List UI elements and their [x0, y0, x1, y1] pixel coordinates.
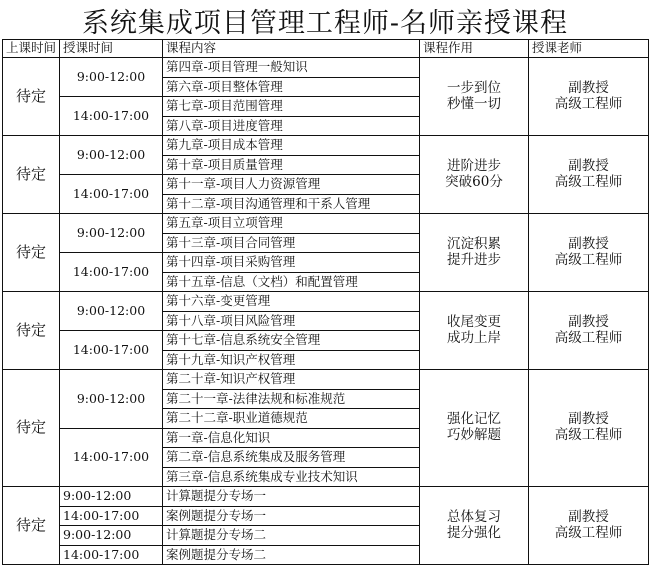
teaching-time-cell: 14:00-17:00 [60, 331, 163, 370]
course-content-cell: 第一章-信息化知识 [163, 428, 420, 448]
course-content-cell: 第十三章-项目合同管理 [163, 233, 420, 253]
course-purpose-cell [420, 214, 529, 292]
course-content-cell: 第十一章-项目人力资源管理 [163, 175, 420, 195]
course-content-cell: 第九章-项目成本管理 [163, 136, 420, 156]
teacher-cell [529, 214, 649, 292]
course-purpose-line: 提升进步 [447, 251, 501, 268]
teacher-title-line: 高级工程师 [554, 173, 623, 190]
class-date-cell: 待定 [3, 487, 60, 565]
teaching-time-cell: 14:00-17:00 [60, 175, 163, 214]
course-content-cell: 案例题提分专场二 [163, 545, 420, 565]
course-purpose-line: 收尾变更 [447, 313, 501, 330]
teaching-time-cell: 9:00-12:00 [60, 58, 163, 97]
course-content-cell: 计算题提分专场一 [163, 487, 420, 507]
course-purpose-cell [420, 487, 529, 565]
course-purpose-line: 成功上岸 [447, 329, 501, 346]
schedule-body [3, 58, 649, 565]
course-content-cell: 第六章-项目整体管理 [163, 77, 420, 97]
teacher-title-line: 副教授 [568, 508, 609, 525]
teaching-time-cell: 9:00-12:00 [60, 136, 163, 175]
course-purpose-line: 提分强化 [447, 524, 501, 541]
teacher-title-line: 副教授 [568, 235, 609, 252]
teaching-time-cell: 14:00-17:00 [60, 97, 163, 136]
course-purpose-line: 秒懂一切 [447, 95, 501, 112]
schedule-table [2, 39, 649, 565]
teacher-cell [529, 136, 649, 214]
teacher-title-line: 高级工程师 [554, 251, 623, 268]
table-row [3, 136, 649, 156]
table-row [3, 292, 649, 312]
teacher-title-line: 副教授 [568, 313, 609, 330]
class-date-cell: 待定 [3, 58, 60, 136]
header-teaching-time: 授课时间 [60, 40, 163, 58]
teaching-time-cell: 9:00-12:00 [60, 370, 163, 429]
teacher-title-line: 高级工程师 [554, 95, 623, 112]
course-content-cell: 案例题提分专场一 [163, 506, 420, 526]
course-purpose-line: 一步到位 [447, 79, 501, 96]
teacher-title-line: 副教授 [568, 79, 609, 96]
course-content-cell: 第十章-项目质量管理 [163, 155, 420, 175]
course-content-cell: 第十五章-信息（文档）和配置管理 [163, 272, 420, 292]
course-purpose-cell [420, 136, 529, 214]
teacher-title-line: 高级工程师 [554, 329, 623, 346]
course-content-cell: 第十六章-变更管理 [163, 292, 420, 312]
header-class-date: 上课时间 [3, 40, 60, 58]
course-content-cell: 第八章-项目进度管理 [163, 116, 420, 136]
course-content-cell: 第十七章-信息系统安全管理 [163, 331, 420, 351]
teaching-time-cell: 9:00-12:00 [60, 214, 163, 253]
teacher-title-line: 高级工程师 [554, 427, 623, 443]
teacher-title-line: 高级工程师 [554, 524, 623, 541]
course-content-cell: 第二章-信息系统集成及服务管理 [163, 448, 420, 468]
course-content-cell: 第十二章-项目沟通管理和干系人管理 [163, 194, 420, 214]
teaching-time-cell: 14:00-17:00 [60, 253, 163, 292]
course-content-cell: 第五章-项目立项管理 [163, 214, 420, 234]
table-row [3, 487, 649, 507]
header-course-content: 课程内容 [163, 40, 420, 58]
course-content-cell: 计算题提分专场二 [163, 526, 420, 546]
course-content-cell: 第三章-信息系统集成专业技术知识 [163, 467, 420, 487]
course-content-cell: 第四章-项目管理一般知识 [163, 58, 420, 78]
course-purpose-cell [420, 58, 529, 136]
course-content-cell: 第十四章-项目采购管理 [163, 253, 420, 273]
course-content-cell: 第十八章-项目风险管理 [163, 311, 420, 331]
course-purpose-line: 进阶进步 [447, 157, 501, 174]
teaching-time-cell: 14:00-17:00 [60, 545, 163, 565]
course-content-cell: 第二十章-知识产权管理 [163, 370, 420, 390]
class-date-cell: 待定 [3, 370, 60, 487]
teacher-cell [529, 487, 649, 565]
course-purpose-cell [420, 370, 529, 487]
course-content-cell: 第十九章-知识产权管理 [163, 350, 420, 370]
teacher-cell [529, 58, 649, 136]
teacher-cell [529, 292, 649, 370]
teaching-time-cell: 9:00-12:00 [60, 526, 163, 546]
teaching-time-cell: 9:00-12:00 [60, 487, 163, 507]
course-purpose-cell [420, 292, 529, 370]
class-date-cell: 待定 [3, 136, 60, 214]
course-purpose-line: 强化记忆 [447, 411, 501, 428]
class-date-cell: 待定 [3, 292, 60, 370]
header-row [3, 40, 649, 58]
table-row [3, 58, 649, 78]
course-purpose-line: 沉淀积累 [447, 235, 501, 252]
teaching-time-cell: 9:00-12:00 [60, 292, 163, 331]
course-purpose-line: 总体复习 [447, 508, 501, 525]
course-content-cell: 第七章-项目范围管理 [163, 97, 420, 117]
teacher-title-line: 副教授 [568, 157, 609, 174]
course-purpose-line: 突破60分 [445, 173, 503, 190]
table-row [3, 370, 649, 390]
teaching-time-cell: 14:00-17:00 [60, 506, 163, 526]
teacher-cell [529, 370, 649, 487]
course-purpose-line: 巧妙解题 [447, 427, 501, 443]
header-teacher: 授课老师 [529, 40, 649, 58]
course-content-cell: 第二十一章-法律法规和标准规范 [163, 389, 420, 409]
course-content-cell: 第二十二章-职业道德规范 [163, 409, 420, 429]
page-title: 系统集成项目管理工程师-名师亲授课程 [81, 7, 569, 39]
header-course-purpose: 课程作用 [420, 40, 529, 58]
teaching-time-cell: 14:00-17:00 [60, 428, 163, 487]
class-date-cell: 待定 [3, 214, 60, 292]
table-row [3, 214, 649, 234]
teacher-title-line: 副教授 [568, 411, 609, 428]
